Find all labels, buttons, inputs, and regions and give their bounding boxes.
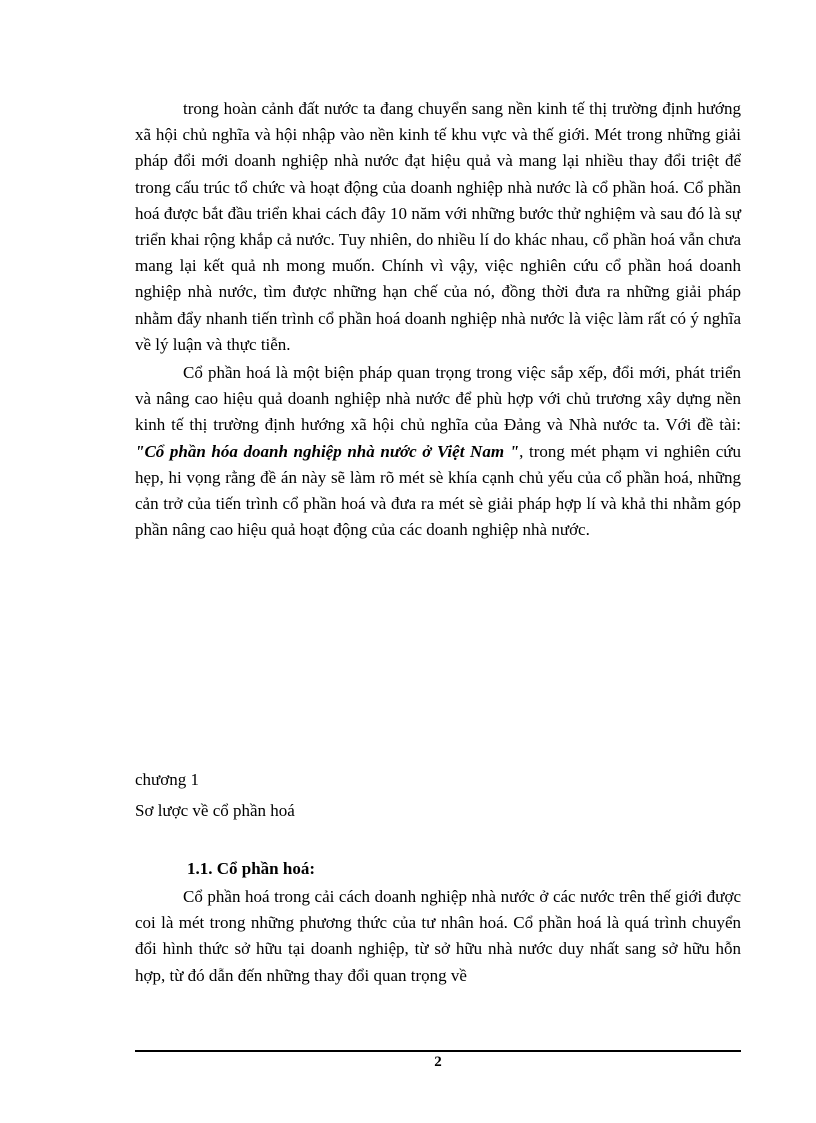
body-paragraph-intro: trong hoàn cảnh đất nước ta đang chuyển sang nền kinh tế thị trường định hướng xã hội chủ nghĩa và hội nhập vào nền kinh tế khu vực và thế giới. Mét trong những giải pháp đổi mới doanh nghiệp nhà nước đạt hiệu quả và mang lại nhiều thay đổi triệt để trong cấu trúc tổ chức và hoạt động của doanh nghiệp nhà nước là cổ phần hoá. Cổ phần hoá được bắt đầu triển khai cách đây 10 năm với những bước thử nghiệm và sau đó là sự triển khai rộng khắp cả nước. Tuy nhiên, do nhiều lí do khác nhau, cổ phần hoá vẫn chưa mang lại kết quả nh mong muốn. Chính vì vậy, việc nghiên cứu cổ phần hoá doanh nghiệp nhà nước, tìm được những hạn chế của nó, đồng thời đưa ra những giải pháp nhằm đẩy nhanh tiến trình cổ phần hoá doanh nghiệp nhà nước là việc làm rất có ý nghĩa về lý luận và thực tiễn. bbox=[135, 99, 741, 354]
topic-title: "Cổ phần hóa doanh nghiệp nhà nước ở Việt Nam " bbox=[135, 441, 520, 461]
section-heading: 1.1. Cổ phần hoá: bbox=[187, 859, 316, 878]
paragraph-text-after-topic: , trong mét phạm vi nghiên cứu hẹp, hi vọng rằng đề án này sẽ làm rõ mét sè khía cạnh chủ yếu của cổ phần hoá, những cản trở của tiến trình cổ phần hoá và đưa ra mét sè giải pháp hợp lí và khả thi nhằm góp phần nâng cao hiệu quả hoạt động của các doanh nghiệp nhà nước. bbox=[135, 441, 741, 540]
footer-divider bbox=[135, 1050, 741, 1052]
chapter-title: Sơ lược về cổ phần hoá bbox=[135, 801, 295, 820]
page-number: 2 bbox=[434, 1054, 442, 1070]
body-paragraph-section: Cổ phần hoá trong cải cách doanh nghiệp nhà nước ở các nước trên thế giới được coi là mét trong những phương thức của tư nhân hoá. Cổ phần hoá là quá trình chuyển đổi hình thức sở hữu tại doanh nghiệp, từ sở hữu nhà nước duy nhất sang sở hữu hỗn hợp, từ đó dẫn đến những thay đổi quan trọng về bbox=[135, 887, 741, 985]
paragraph-text-before-topic: Cổ phần hoá là một biện pháp quan trọng trong việc sắp xếp, đổi mới, phát triển và nâng cao hiệu quả doanh nghiệp nhà nước để phù hợp với chủ trương xây dựng nền kinh tế thị trường định hướng xã hội chủ nghĩa của Đảng và Nhà nước ta. Với đề tài: bbox=[135, 363, 741, 435]
body-paragraph-topic bbox=[135, 360, 741, 543]
chapter-label: chương 1 bbox=[135, 770, 199, 789]
